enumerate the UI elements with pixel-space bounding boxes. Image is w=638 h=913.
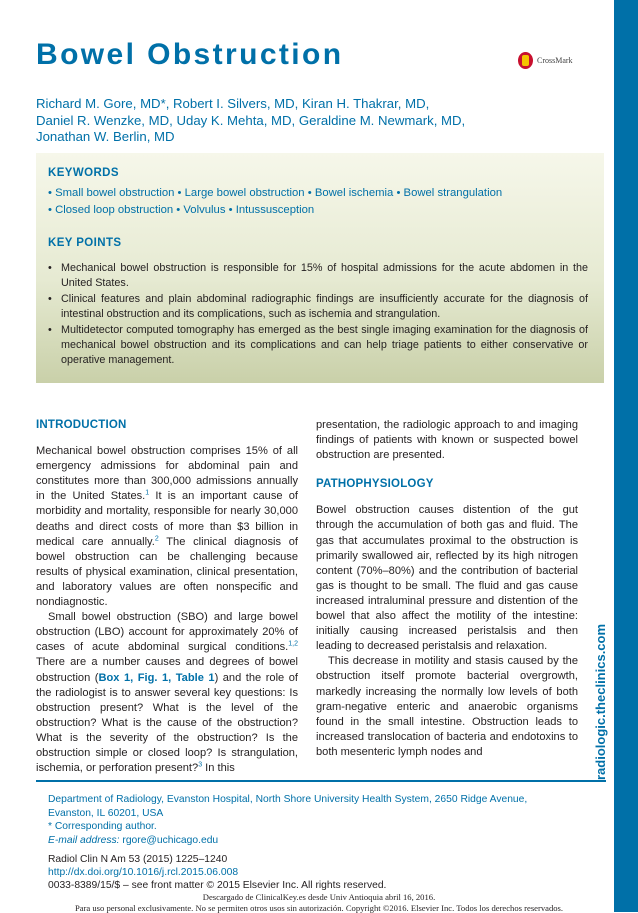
pathophysiology-paragraph: Bowel obstruction causes distention of the gut through the accumulation of both gas and fluid. The gas that accumulates proximal to the obstruction is primarily swallowed air, reflected by its high nitrogen content (70%–80%) and the contribution of bacterial gas is thought to be small. The fluid and gas cause increased intraluminal pressure and distention of the bowel that also affect the motility of the intestine: initially causing increased peristalsis and then leading to decreased peristalsis and relaxation. (316, 503, 578, 654)
left-column (36, 418, 298, 776)
reference-link[interactable]: 3 (198, 761, 202, 768)
copyright-line: 0033-8389/15/$ – see front matter © 2015 Elsevier Inc. All rights reserved. (48, 880, 386, 891)
author-line: Jonathan W. Berlin, MD (36, 129, 175, 144)
keyword: Bowel ischemia (315, 187, 393, 199)
keyword: Intussusception (236, 204, 315, 216)
keyword: Bowel strangulation (404, 187, 503, 199)
journal-url-link[interactable]: radiologic.theclinics.com (593, 624, 608, 780)
reference-link[interactable]: 1,2 (288, 641, 298, 648)
sidebar-stripe (614, 0, 638, 912)
author-line: Daniel R. Wenzke, MD, Uday K. Mehta, MD, Geraldine M. Newmark, MD, (36, 113, 465, 128)
keywords-heading: KEYWORDS (48, 167, 119, 179)
download-line: Descargado de ClinicalKey.es desde Univ Antioquia abril 16, 2016. (0, 892, 638, 903)
keyword-list: • Small bowel obstruction • Large bowel obstruction • Bowel ischemia • Bowel strangulation • Closed loop obstruction • Volvulus • Intussusception (48, 185, 588, 219)
right-column (316, 418, 578, 760)
author-line: Richard M. Gore, MD*, Robert I. Silvers, MD, Kiran H. Thakrar, MD, (36, 96, 429, 111)
box-link[interactable]: Box 1 (98, 672, 130, 684)
reference-link[interactable]: 1 (145, 490, 149, 497)
pathophysiology-heading: PATHOPHYSIOLOGY (316, 477, 578, 492)
key-point: • Multidetector computed tomography has emerged as the best single imaging examination for the diagnosis of mechanical bowel obstruction and its complications and can help triage patients to either conservative or operative management. (48, 323, 588, 369)
affiliation-text: Department of Radiology, Evanston Hospital, North Shore University Health System, 2650 Ridge Avenue, Evanston, IL 60201, USA (48, 794, 527, 819)
journal-citation: Radiol Clin N Am 53 (2015) 1225–1240 (48, 854, 227, 865)
citation-block (48, 853, 568, 893)
affiliation-block (48, 793, 568, 847)
crossmark-label: CrossMark (537, 56, 573, 65)
key-points-heading: KEY POINTS (48, 237, 121, 249)
pathophysiology-paragraph: This decrease in motility and stasis caused by the obstruction itself promote bacterial overgrowth, markedly increasing the normally low levels of both gram-negative enteric and anaerobic organisms found in the small intestine. Obstruction leads to increased translocation of bacteria and endotoxins to both mesenteric lymph nodes and (316, 654, 578, 760)
keyword: Volvulus (183, 204, 225, 216)
download-line: Para uso personal exclusivamente. No se permiten otros usos sin autorización. Copyright ©2016. Elsevier Inc. Todos los derechos reservados. (0, 903, 638, 913)
figure-link[interactable]: Fig. 1 (138, 672, 168, 684)
download-notice (0, 892, 638, 913)
author-list (36, 96, 506, 146)
reference-link[interactable]: 2 (155, 535, 159, 542)
footer-divider (36, 780, 606, 782)
doi-link[interactable]: http://dx.doi.org/10.1016/j.rcl.2015.06.008 (48, 867, 238, 878)
introduction-heading: INTRODUCTION (36, 418, 298, 433)
crossmark-badge[interactable] (518, 51, 573, 69)
key-point: • Mechanical bowel obstruction is responsible for 15% of hospital admissions for the acute abdomen in the United States. (48, 261, 588, 292)
email-label: E-mail address: (48, 835, 120, 846)
key-point: • Clinical features and plain abdominal radiographic findings are insufficiently accurate for the diagnosis of intestinal obstruction and its complications, such as ischemia and strangulation. (48, 292, 588, 323)
corresponding-author: * Corresponding author. (48, 821, 157, 832)
keywords-keypoints-box (36, 153, 604, 383)
email-link[interactable]: rgore@uchicago.edu (120, 835, 219, 846)
continuation-paragraph: presentation, the radiologic approach to and imaging findings of patients with known or suspected bowel obstruction are presented. (316, 418, 578, 463)
keyword: Large bowel obstruction (185, 187, 305, 199)
table-link[interactable]: Table 1 (176, 672, 215, 684)
keyword: Closed loop obstruction (55, 204, 173, 216)
crossmark-icon (518, 52, 533, 69)
introduction-paragraph: Small bowel obstruction (SBO) and large bowel obstruction (LBO) account for approximately 20% of cases of acute abdominal surgical conditions.$^{1,2}$ There are a number causes and degrees of bowel obstruction (Box 1, Fig. 1, Table 1) and the role of the radiologist is to answer several key questions: Is obstruction present? What is the level of the obstruction? What is the cause of the obstruction? What is the severity of the obstruction? Is the obstruction simple or closed loop? Is strangulation, ischemia, or perforation present?$^3$ In this (36, 610, 298, 776)
article-title: Bowel Obstruction (36, 38, 343, 72)
introduction-paragraph: Mechanical bowel obstruction comprises 15% of all emergency admissions for abdominal pain and constitutes more than 300,000 admissions annually in the United States.$^1$ It is an important cause of morbidity and mortality, responsible for nearly 30,000 deaths and direct costs of more than $3 billion in medical care annually.$^2$ The clinical diagnosis of bowel obstruction can be challenging because results of physical examination, clinical presentation, and laboratory values are often nonspecific and nondiagnostic. (36, 444, 298, 610)
keyword: Small bowel obstruction (55, 187, 174, 199)
key-points-list (48, 261, 588, 369)
